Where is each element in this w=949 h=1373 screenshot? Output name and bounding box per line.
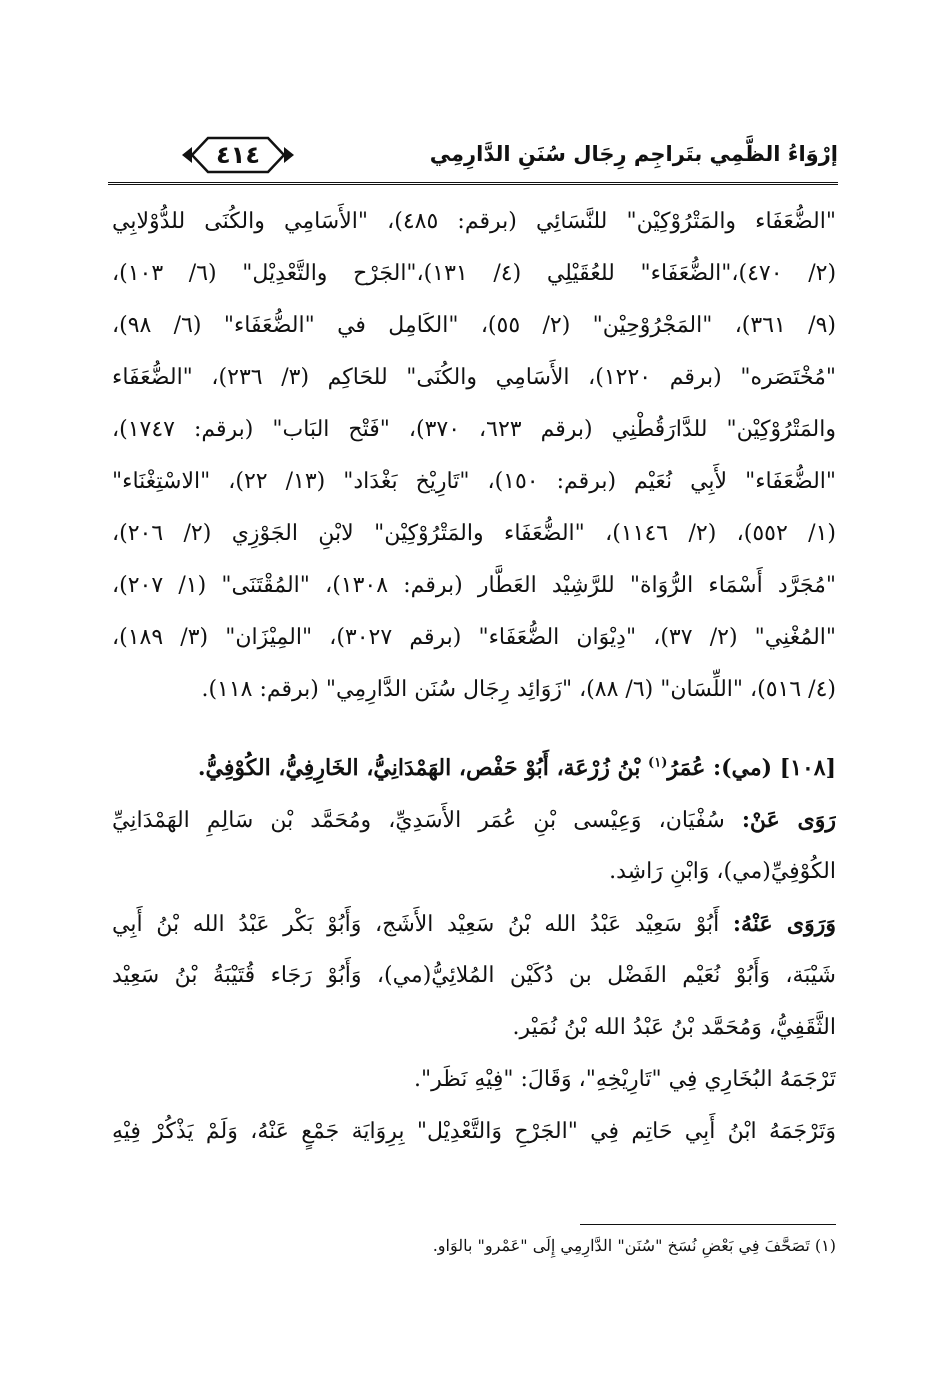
text-line: (٤/ ٥١٦)، "اللِّسَان" (٦/ ٨٨)، "زَوَائِد رِجَال سُنَن الدَّارِمِي" (برقم: ١١٨). [201, 677, 836, 702]
narrated-from-line [112, 794, 836, 846]
entry-heading [112, 742, 836, 794]
text-line: شَيْبَة، وَأَبُوْ نُعَيْم الفَضْل بن دُكَيْن المُلائِيُّ(مي)، وَأَبُوْ رَجَاء قُتَيْبَةُ بْنُ سَعِيْد [112, 963, 836, 988]
text-line: "المُغْنِي" (٢/ ٣٧)، "دِيْوَان الضُّعَفَاء" (برقم ٣٠٢٧)، "المِيْزَان" (٣/ ١٨٩)، [112, 625, 836, 650]
narrated-from-label: رَوَى عَنْ: [741, 807, 836, 833]
text-line: "الضُّعَفَاء" لأَبِي نُعَيْم (برقم: ١٥٠)، "تَارِيْخ بَغْدَاد" (١٣/ ٢٢)، "الاسْتِغْنَاء" [112, 469, 836, 494]
text-line: الثَّقَفِيُّ، وَمُحَمَّد بْنُ عَبْدُ الله بْنُ نُمَيْر. [512, 1015, 836, 1040]
footnote-divider [580, 1224, 836, 1225]
footnote: (١) تَصَحَّفَ فِي بَعْضِ نُسَخ "سُنَن" الدَّارِمِي إِلَى "عَمْرو" بالوَاو. [432, 1236, 836, 1255]
text-line: "مُجَرَّد أَسْمَاء الرُّوَاة" للرَّشِيْد العَطَّار (برقم: ١٣٠٨)، "المُقْتَنَى" (١/ ٢٠٧)، [112, 573, 836, 598]
footnote-reference: (١) [648, 755, 668, 771]
text-line: الكُوْفِيِّ(مي)، وَابْنِ رَاشِد. [609, 859, 836, 884]
entry-name-rest: بْنُ زُرْعَة، أَبُوْ حَفْص، الهَمْدَانِيُّ، الخَارِفِيُّ، الكُوْفِيُّ. [197, 755, 649, 781]
abi-hatim-line: وَتَرْجَمَهُ ابْنُ أَبِي حَاتِم فِي "الجَرْحِ وَالتَّعْدِيْل" بِرِوَايَة جَمْعٍ عَنْهُ، وَلَمْ يَذْكُرْ فِيْهِ [112, 1119, 836, 1144]
text-line: والمَتْرُوْكِيْن" للدَّارَقُطْنِي (برقم ٦٢٣، ٣٧٠)، "فَتْح البَاب" (برقم: ١٧٤٧)، [112, 417, 836, 442]
entry-number-name: [١٠٨] (مي): عُمَرُ [667, 755, 836, 781]
text-line: (١/ ٥٥٢)، (٢/ ١١٤٦)، "الضُّعَفَاء والمَتْرُوْكِيْن" لابْنِ الجَوْزِي (٢/ ٢٠٦)، [112, 521, 836, 546]
narrated-by-line [112, 898, 836, 950]
text-line: (٩/ ٣٦١)، "المَجْرُوْحِيْن" (٢/ ٥٥)، "الكَامِل في "الضُّعَفَاء" (٦/ ٩٨)، [112, 313, 836, 338]
page-number: ٤١٤ [216, 141, 260, 169]
page-header [108, 134, 838, 180]
bukhari-line: تَرْجَمَهُ البُخَارِي فِي "تَارِيْخِهِ"، وَقَالَ: "فِيْهِ نَظَر". [413, 1067, 836, 1092]
narrated-from-text: سُفْيَان، وَعِيْسى بْنِ عُمَر الأَسَدِيِّ، ومُحَمَّد بْن سَالِمِ الهَمْدَانِيِّ [112, 808, 742, 833]
running-title: إرْوَاءُ الظَّمِي بتَراجِم رِجَال سُنَنِ الدَّارِمِي [429, 142, 838, 166]
text-line: "مُخْتَصَره" (برقم ١٢٢٠)، الأَسَامِي والكُنَى" للحَاكِم (٣/ ٢٣٦)، "الضُّعَفَاء [112, 365, 836, 390]
narrated-by-label: وَرَوَى عَنْهُ: [732, 911, 836, 937]
page-number-badge [178, 134, 298, 176]
paragraph-gap [112, 716, 836, 742]
text-line: "الضُّعَفَاء والمَتْرُوْكِيْن" للنَّسَائِي (برقم: ٤٨٥)، "الأَسَامِي والكُنَى للدُّوْلابِي [112, 209, 836, 234]
main-text [112, 196, 836, 1158]
text-line: (٢/ ٤٧٠)،"الضُّعَفَاء" للعُقَيْلِي (٤/ ١٣١)،"الجَرْح والتَّعْدِيْل" (٦/ ١٠٣)، [112, 261, 836, 286]
narrated-by-text: أَبُوْ سَعِيْد عَبْدُ الله بْنُ سَعِيْد الأَشَج، وَأَبُوْ بَكْر عَبْدُ الله بْنُ أَبِي [112, 912, 733, 937]
header-divider [108, 182, 838, 185]
